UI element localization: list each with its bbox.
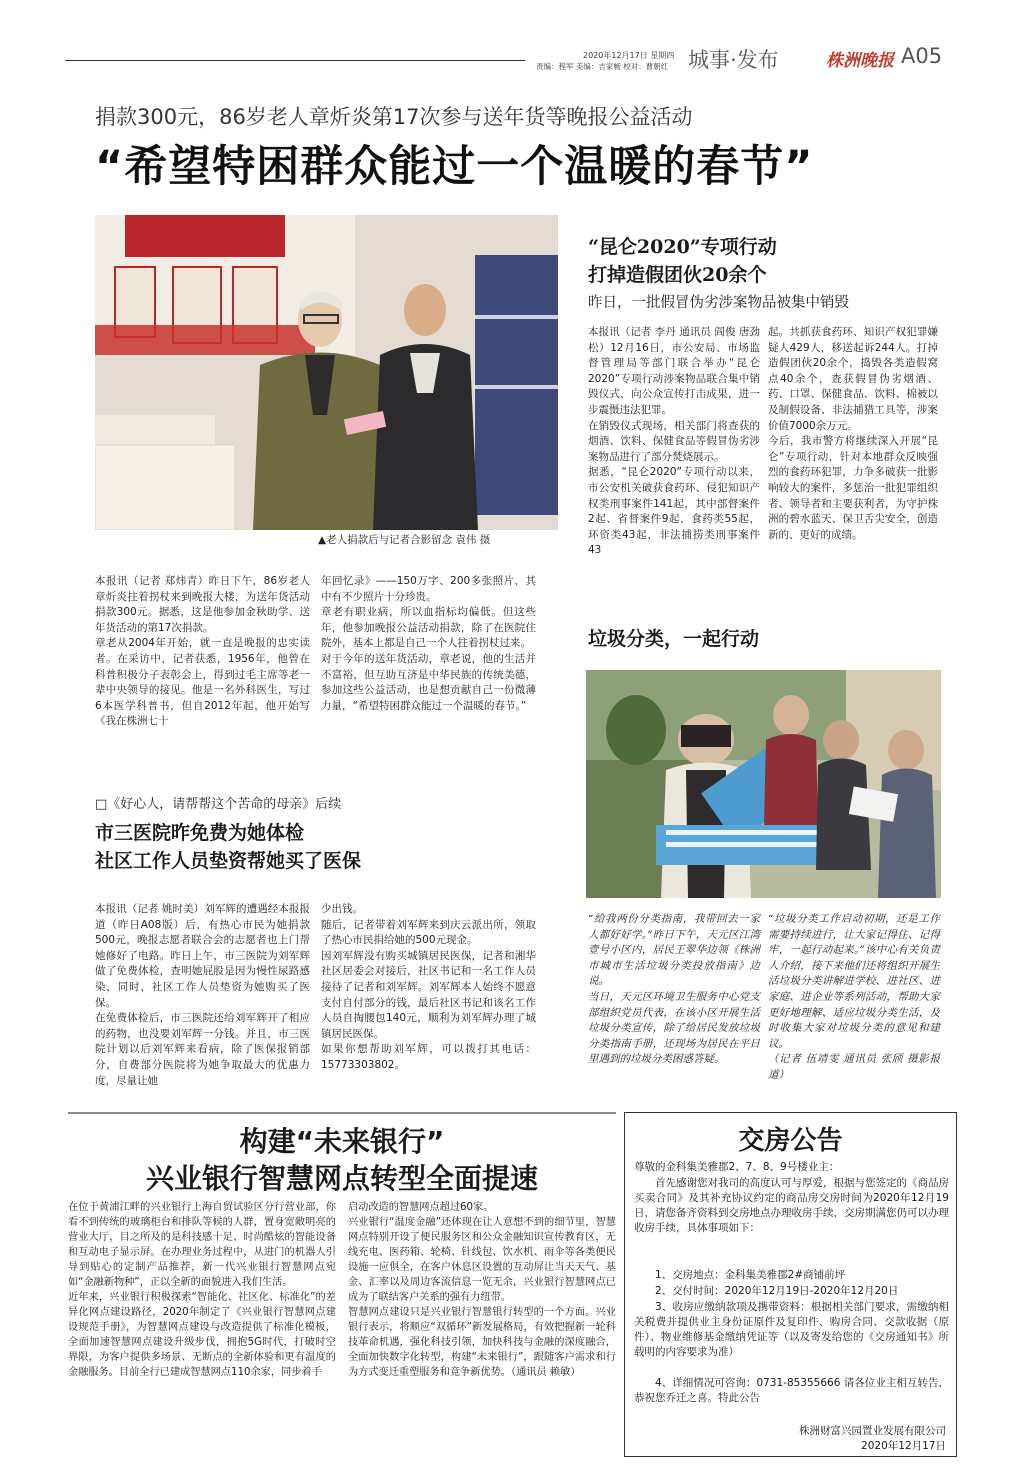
bank-col-2: 启动改造的智慧网点超过60家。 兴业银行“温度金融”还体现在让人意想不到的细节里，智慧网点特别开设了便民服务区和公众金融知识宣传教育区，无线充电、医药箱、轮椅、针线包、饮水机、雨伞等各类便民设施一应俱全，在客户休息区设置的互动屏让当天天气、基金、汇率以及周边客流信息一览无余，兴业银行智慧网点已成为了联结客户关系的强有力纽带。 智慧网点建设只是兴业银行智慧银行转型的一个方面。兴业银行表示，将顺应“双循环”新发展格局，有效把握新一轮科技革命机遇，强化科技引领，加快科技与金融的深度融合，全面加快数字化转型，构建“未来银行”，跟随客户需求和行为方式变迁重塑服务和竞争新优势。（通讯员 赖敏） (348, 1202, 616, 1378)
hospital-headline-2: 社区工作人员垫资帮她买了医保 (95, 850, 362, 872)
lead-photo (95, 215, 558, 530)
kunlun-col-1: 本报讯（记者 李丹 通讯员 阎俊 唐劲松）12月16日，市公安局、市场监督管理局等部门联合举办“昆仑2020”专项行动涉案物品联合集中销毁仪式，向公众宣传打击成果，进一步震慑违法犯罪。 在销毁仪式现场，相关部门将查获的烟酒、饮料、保健食品等假冒伪劣涉案物品进行了部分焚烧展示。 据悉，“昆仑2020”专项行动以来，市公安机关破获食药环、侵犯知识产权类刑事案件141起，其中部督案件2起、省督案件9起，食药类55起，环资类43起，非法捕捞类刑事案件43 (588, 326, 760, 557)
garbage-headline: 垃圾分类，一起行动 (588, 628, 760, 650)
notice-company: 株洲财富兴园置业发展有限公司 (799, 1425, 946, 1437)
garbage-col-2: “垃圾分类工作启动初期，还是工作需要持续进行，让大家记得住、记得牢，一起行动起来。”该中心有关负责人介绍，接下来他们还将组织开展生活垃圾分类讲解进学校、进社区、进家庭、进企业等系列活动，帮助大家更好地理解、适应垃圾分类生活，及时收集大家对垃圾分类的意见和建议。 （记者 伍靖雯 通讯员 张颀 摄影报道） (768, 913, 940, 1081)
lead-col-2: 年回忆录》——150万字、200多张照片，其中有不少照片十分珍贵。 章老有职业病，所以血指标均偏低。但这些年，他参加晚报公益活动捐款，除了在医院住院外，基本上都是自己一个人拄着拐杖过来。 对于今年的送年货活动，章老说，他的生活并不富裕，但互助互济是中华民族的传统美德，参加这些公益活动，也是想贡献自己一份微薄力量，“希望特困群众能过一个温暖的春节。” (321, 575, 536, 712)
garbage-photo-illustration (586, 670, 941, 898)
kunlun-subhead: 昨日，一批假冒伪劣涉案物品被集中销毁 (588, 295, 849, 311)
hospital-headline-1: 市三医院昨免费为她体检 (95, 822, 305, 844)
notice-greeting: 尊敬的金科集美雅郡2、7、8、9号楼业主： (634, 1161, 840, 1173)
lead-photo-illustration (95, 215, 558, 530)
notice-item-2: 2、交付时间：2020年12月19日-2020年12月20日 (655, 1285, 899, 1297)
bank-headline-2: 兴业银行智慧网点转型全面提速 (145, 1162, 538, 1195)
lead-headline: “希望特困群众能过一个温暖的春节” (95, 142, 814, 192)
paper-logo: 株洲晚报 (826, 51, 894, 71)
lead-kicker: 捐款300元，86岁老人章炘炎第17次参与送年货等晚报公益活动 (95, 105, 693, 129)
notice-item-4: 4、详细情况可咨询：0731-85355666 请各位业主相互转告，恭祝您乔迁之喜。特此公告 (634, 1377, 949, 1404)
header-rule (65, 60, 525, 61)
notice-title: 交房公告 (738, 1126, 843, 1156)
lead-photo-caption: ▲老人捐款后与记者合影留念 袁伟 摄 (318, 534, 491, 546)
notice-item-3: 3、收房应缴纳款项及携带资料：根据相关部门要求，需缴纳相关税费并提供业主身份证原件及复印件、购房合同、交款收据（原件）、物业维修基金缴纳凭证等（以及寄发给您的《交房通知书》所载明的内容要求为准） (634, 1301, 949, 1358)
bank-col-1: 在位于黄浦江畔的兴业银行上海自贸试验区分行营业部，你看不到传统的玻璃柜台和排队等候的人群，置身宽敞明亮的营业大厅，目之所及的是科技感十足、时尚酷炫的智能设备和互动电子显示屏。在办理业务过程中，从进门的机器人引导到贴心的定制产品推荐，新一代兴业银行智慧网点宛如“金融新物种”，正以全新的面貌进入我们生活。 近年来，兴业银行积极探索“智能化、社区化、标准化”的差异化网点建设路径，2020年制定了《兴业银行智慧网点建设规范手册》，为智慧网点建设与改造提供了标准化模板，全面加速智慧网点建设升级步伐，拥抱5G时代，打破时空界限，为客户提供多场景、无断点的全新体验和更有温度的金融服务。目前全行已建成智慧网点110余家，同步着手 (68, 1202, 336, 1378)
notice-intro: 首先感谢您对我司的高度认可与厚爱，根据与您签定的《商品房买卖合同》及其补充协议约定的商品房交房时间为2020年12月19日，请您备齐资料到交房地点办理收房手续，交房期满您仍可以办理收房手续，具体事项如下： (634, 1177, 949, 1234)
hospital-col-1: 本报讯（记者 姚时美）刘军辉的遭遇经本报报道（昨日A08版）后，有热心市民为她捐款500元，晚报志愿者联合会的志愿者也上门帮她修好了电路。昨日上午，市三医院为刘军辉做了免费体检，查明她屁股是因为慢性尿路感染，同时，社区工作人员垫资为她购买了医保。 在免费体检后，市三医院还给刘军辉开了相应的药物，也没要刘军辉一分钱。并且，市三医院计划以后刘军辉来看病，除了医保报销部分，自费部分医院将为她争取最大的优惠力度，尽量让她 (95, 903, 310, 1087)
garbage-col-1: “给我两份分类指南，我带回去一家人都好好学。”昨日下午，天元区江湾壹号小区内，居民王翠华边领《株洲市城市生活垃圾分类投放指南》边说。 当日，天元区环境卫生服务中心党支部组织党员代表，在该小区开展生活垃圾分类宣传，除了给居民发放垃圾分类指南手册，还现场为居民在平日里遇到的垃圾分类困惑答疑。 (588, 913, 760, 1066)
notice-date: 2020年12月17日 (861, 1440, 946, 1452)
bank-top-rule (68, 1112, 616, 1114)
header-editors: 责编：程军 美编：吉家畅 校对：曹朝红 (536, 62, 669, 71)
page-number: A05 (901, 44, 943, 68)
section-title: 城事·发布 (688, 48, 779, 72)
kunlun-col-2: 起。共抓获食药环、知识产权犯罪嫌疑人429人，移送起诉244人。打掉造假团伙20余个，捣毁各类造假窝点40余个，查获假冒伪劣烟酒、药、口罩、保健食品、饮料、棉被以及制假设备、非法捕猎工具等，涉案价值7000余万元。 今后，我市警方将继续深入开展“昆仑”专项行动，针对本地群众反映强烈的食药环犯罪，力争多破获一批影响较大的案件，多惩治一批犯罪组织者、领导者和主要获利者，为守护株洲的碧水蓝天、保卫舌尖安全，创造新的、更好的成绩。 (768, 326, 938, 541)
hospital-col-2: 少出钱。 随后，记者带着刘军辉来到庆云派出所，领取了热心市民捐给她的500元现金。 因刘军辉没有购买城镇居民医保，记者和湘华社区居委会对接后，社区书记和一名工作人员接待了记者和刘军辉。刘军辉本人始终不愿意支付自付部分的钱，最后社区书记和该名工作人员自掏腰包140元，顺利为刘军辉办理了城镇居民医保。 如果你想帮助刘军辉，可以拨打其电话：15773303802。 (321, 903, 536, 1071)
lead-col-1: 本报讯（记者 郑炜青）昨日下午，86岁老人章炘炎拄着拐杖来到晚报大楼，为送年货活动捐款300元。据悉，这是他参加金秋助学、送年货活动的第17次捐款。 章老从2004年开始，就一直是晚报的忠实读者。在采访中，记者获悉，1956年，他曾在科普积极分子表彰会上，得到过毛主席等老一辈中央领导的接见。他是一名外科医生，写过6本医学科普书，但自2012年起，他开始写《我在株洲七十 (95, 575, 310, 728)
header-date: 2020年12月17日 星期四 (583, 51, 675, 60)
kunlun-headline-2: 打掉造假团伙20余个 (588, 264, 767, 286)
notice-item-1: 1、交房地点：金科集美雅郡2#商铺前坪 (655, 1269, 846, 1281)
kunlun-headline-1: “昆仑2020”专项行动 (588, 236, 777, 258)
bank-headline-1: 构建“未来银行” (239, 1125, 445, 1158)
garbage-photo (586, 670, 941, 898)
hospital-kicker: □《好心人，请帮帮这个苦命的母亲》后续 (95, 797, 342, 812)
